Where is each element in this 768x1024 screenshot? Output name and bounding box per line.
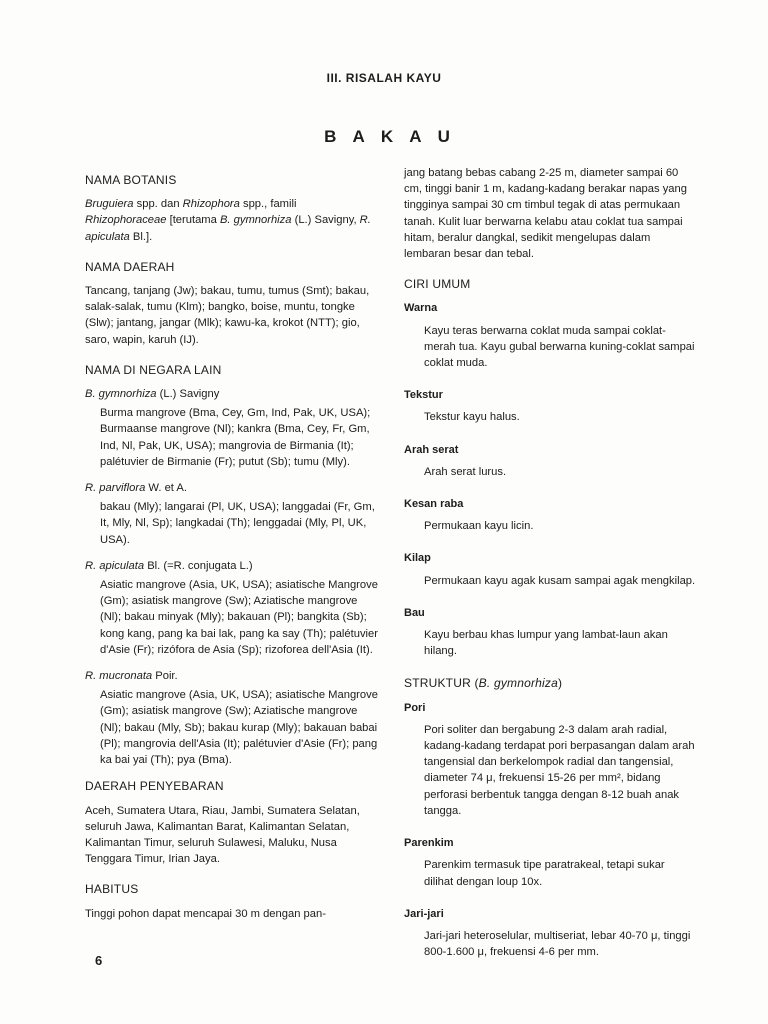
heading-nama-botanis: NAMA BOTANIS [85,173,177,187]
subheading-kesan-raba: Kesan raba [404,498,464,511]
species-name: R. parviflora W. et A. [85,482,187,495]
heading-nama-negara-lain: NAMA DI NEGARA LAIN [85,362,222,377]
page-title: B A K A U [324,127,456,146]
daerah-penyebaran-text: Aceh, Sumatera Utara, Riau, Jambi, Sumatera Selatan, seluruh Jawa, Kalimantan Barat, Kalimantan Selatan, Kalimantan Timur, seluruh Sulawesi, Maluku, Nusa Tenggara Timur, Irian Jaya. [85,804,360,866]
subheading-jari-jari: Jari-jari [404,907,444,920]
species-name: R. apiculata Bl. (=R. conjugata L.) [85,559,253,572]
heading-nama-daerah: NAMA DAERAH [85,259,175,274]
arah-serat-text: Arah serat lurus. [424,465,507,478]
kesan-raba-text: Permukaan kayu licin. [424,520,534,533]
kilap-text: Permukaan kayu agak kusam sampai agak mengkilap. [424,574,696,587]
species-foreign-names: Asiatic mangrove (Asia, UK, USA); asiatische Mangrove (Gm); asiatisk mangrove (Sw); Aziatische mangrove (Nl); bakau minyak (Mly); bakauan (Pl); bangkita (Sb); kong kang, pang ka bai lak, pang ka say (Th); palétuvier d'Asie (Fr); rizófora de Asia (Sp); rizoforea dell'Asia (It). [100,579,378,656]
heading-struktur: STRUKTUR (B. gymnorhiza) [404,676,563,691]
nama-botanis-text: Bruguiera spp. dan Rhizophora spp., famili Rhizophoraceae [terutama B. gymnorhiza (L.) Savigny, R. apiculata Bl.]. [85,198,371,243]
subheading-tekstur: Tekstur [404,389,443,402]
left-column [85,172,381,936]
species-name: R. mucronata Poir. [85,670,178,683]
heading-daerah-penyebaran: DAERAH PENYEBARAN [85,779,224,794]
subheading-parenkim: Parenkim [404,837,454,850]
subheading-bau: Bau [404,606,425,619]
parenkim-text: Parenkim termasuk tipe paratrakeal, tetapi sukar dilihat dengan loup 10x. [424,859,665,888]
heading-habitus: HABITUS [85,882,139,897]
nama-daerah-text: Tancang, tanjang (Jw); bakau, tumu, tumus (Smt); bakau, salak-salak, tumu (Klm); bangko, boise, muntu, tongke (Slw); jantang, jangar (Mlk); kawu-ka, krokot (NTT); gio, saro, wapin, karuh (IJ). [85,285,370,346]
species-foreign-names: bakau (Mly); langarai (Pl, UK, USA); langgadai (Fr, Gm, It, Mly, Nl, Sp); langkadai (Th); lenggadai (Mly, Pl, UK, USA). [100,501,375,546]
species-foreign-names: Asiatic mangrove (Asia, UK, USA); asiatische Mangrove (Gm); asiatisk mangrove (Sw); Aziatische mangrove (Nl); bakau (Mly, Sb); bakau kurap (Mly); bakauan babai (Pl); mangrovia dell'Asia (It); palétuvier d'Asie (Fr); pang ka bai yai (Th); pya (Bma). [100,689,378,767]
right-column [404,165,696,976]
subheading-kilap: Kilap [404,552,431,565]
pori-text: Pori soliter dan bergabung 2-3 dalam arah radial, kadang-kadang terdapat pori berpasangan dalam arah tangensial dan berkelompok radial dan tangensial, diameter 74 μ, frekuensi 15-26 per mm², bidang perforasi berbentuk tangga dengan 8-12 buah anak tangga. [424,723,695,817]
subheading-pori: Pori [404,701,426,714]
habitus-text: Tinggi pohon dapat mencapai 30 m dengan pan- [85,907,326,920]
habitus-continued-text: jang batang bebas cabang 2-25 m, diameter sampai 60 cm, tinggi banir 1 m, kadang-kadang berakar napas yang tingginya sampai 30 cm timbul tegak di atas permukaan tanah. Kulit luar berwarna kelabu atau coklat tua sampai hitam, beralur dangkal, sedikit mengelupas dalam lembaran besar dan tebal. [404,167,687,261]
species-foreign-names: Burma mangrove (Bma, Cey, Gm, Ind, Pak, UK, USA); Burmaanse mangrove (Nl); kankra (Bma, Cey, Fr, Gm, Ind, Nl, Pak, UK, USA); mangrovia de Birmania (It); palétuvier de Birmanie (Fr); putut (Sb); tumu (Mly). [100,407,371,468]
tekstur-text: Tekstur kayu halus. [424,411,520,424]
heading-ciri-umum: CIRI UMUM [404,277,471,292]
page-number: 6 [95,953,103,968]
jari-jari-text: Jari-jari heteroselular, multiseriat, lebar 40-70 μ, tinggi 800-1.600 μ, frekuensi 4-6 per mm. [424,929,691,959]
subheading-arah-serat: Arah serat [404,443,459,456]
bau-text: Kayu berbau khas lumpur yang lambat-laun akan hilang. [424,629,668,658]
subheading-warna: Warna [404,302,438,315]
warna-text: Kayu teras berwarna coklat muda sampai coklat-merah tua. Kayu gubal berwarna kuning-coklat sampai coklat muda. [424,324,695,370]
species-name: B. gymnorhiza (L.) Savigny [85,388,220,401]
chapter-heading: III. RISALAH KAYU [326,71,442,85]
